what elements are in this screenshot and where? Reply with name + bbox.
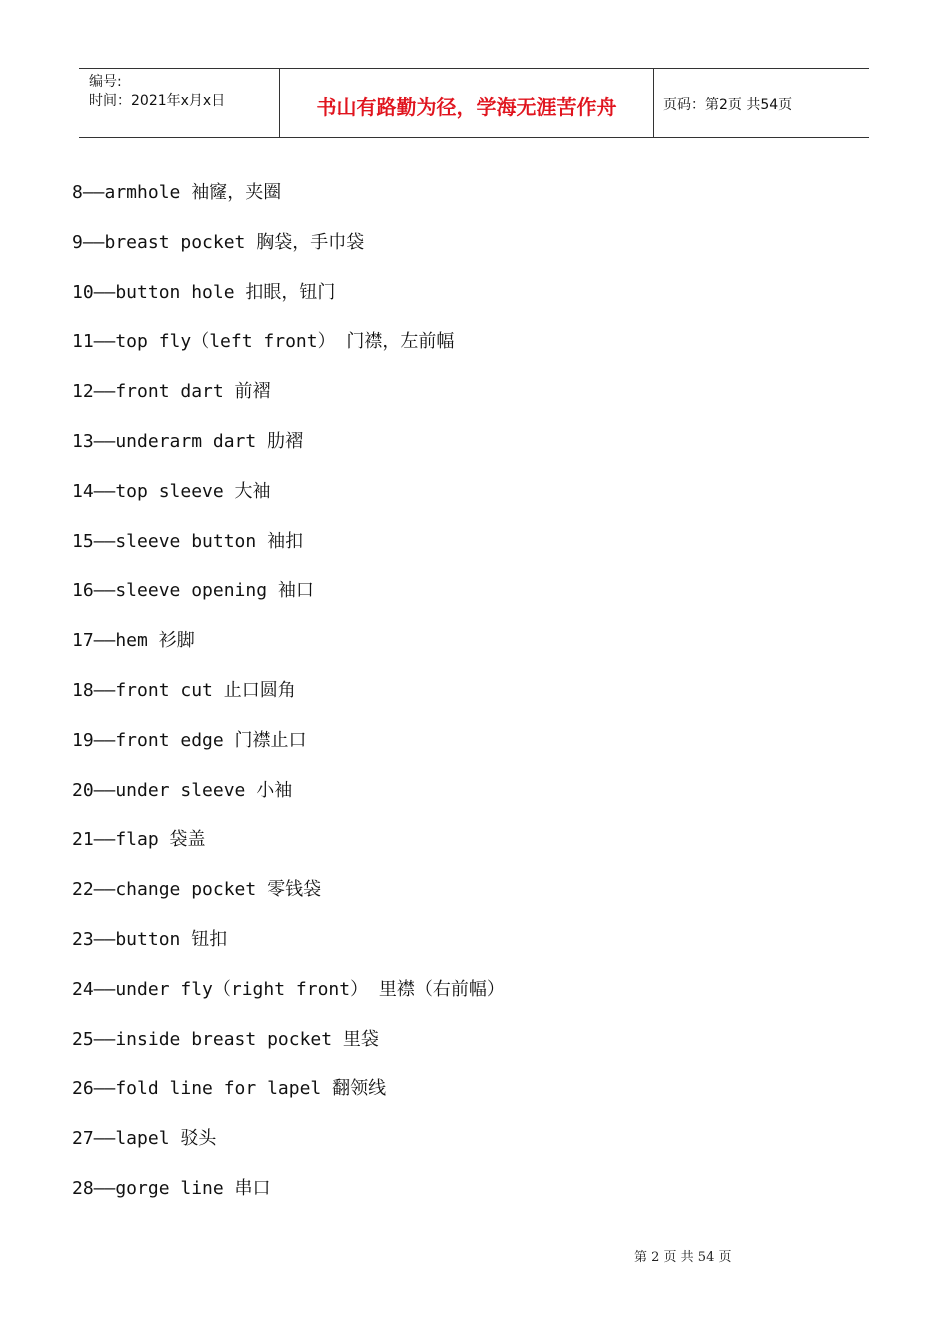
list-item: 28——gorge line 串口 <box>72 1177 271 1199</box>
list-item: 16——sleeve opening 袖口 <box>72 580 314 602</box>
header-meta <box>79 69 280 137</box>
list-item: 24——under fly（right front） 里襟（右前幅） <box>72 978 505 1000</box>
glossary-list <box>72 176 505 1222</box>
list-item: 12——front dart 前褶 <box>72 381 271 403</box>
list-item: 17——hem 衫脚 <box>72 630 195 652</box>
document-date: 时间：2021年x月x日 <box>89 93 226 109</box>
header-page-info: 页码：第2页 共54页 <box>663 97 793 113</box>
list-item: 21——flap 袋盖 <box>72 829 206 851</box>
list-item: 13——underarm dart 肋褶 <box>72 430 304 452</box>
list-item: 25——inside breast pocket 里袋 <box>72 1028 379 1050</box>
page-footer: 第 2 页 共 54 页 <box>634 1250 732 1265</box>
list-item: 15——sleeve button 袖扣 <box>72 530 304 552</box>
list-item: 27——lapel 驳头 <box>72 1128 217 1150</box>
list-item: 14——top sleeve 大袖 <box>72 480 271 502</box>
list-item: 26——fold line for lapel 翻领线 <box>72 1078 387 1100</box>
document-number-label: 编号: <box>89 74 122 90</box>
list-item: 11——top fly（left front） 门襟，左前幅 <box>72 331 455 353</box>
list-item: 8——armhole 袖窿，夹圈 <box>72 182 282 203</box>
list-item: 23——button 钮扣 <box>72 928 228 950</box>
list-item: 9——breast pocket 胸袋，手巾袋 <box>72 231 365 253</box>
list-item: 19——front edge 门襟止口 <box>72 729 307 751</box>
page-header <box>79 68 869 138</box>
list-item: 10——button hole 扣眼，钮门 <box>72 281 336 303</box>
list-item: 18——front cut 止口圆角 <box>72 679 296 701</box>
list-item: 22——change pocket 零钱袋 <box>72 879 322 901</box>
list-item: 20——under sleeve 小袖 <box>72 779 293 801</box>
header-motto: 书山有路勤为径，学海无涯苦作舟 <box>280 69 654 137</box>
